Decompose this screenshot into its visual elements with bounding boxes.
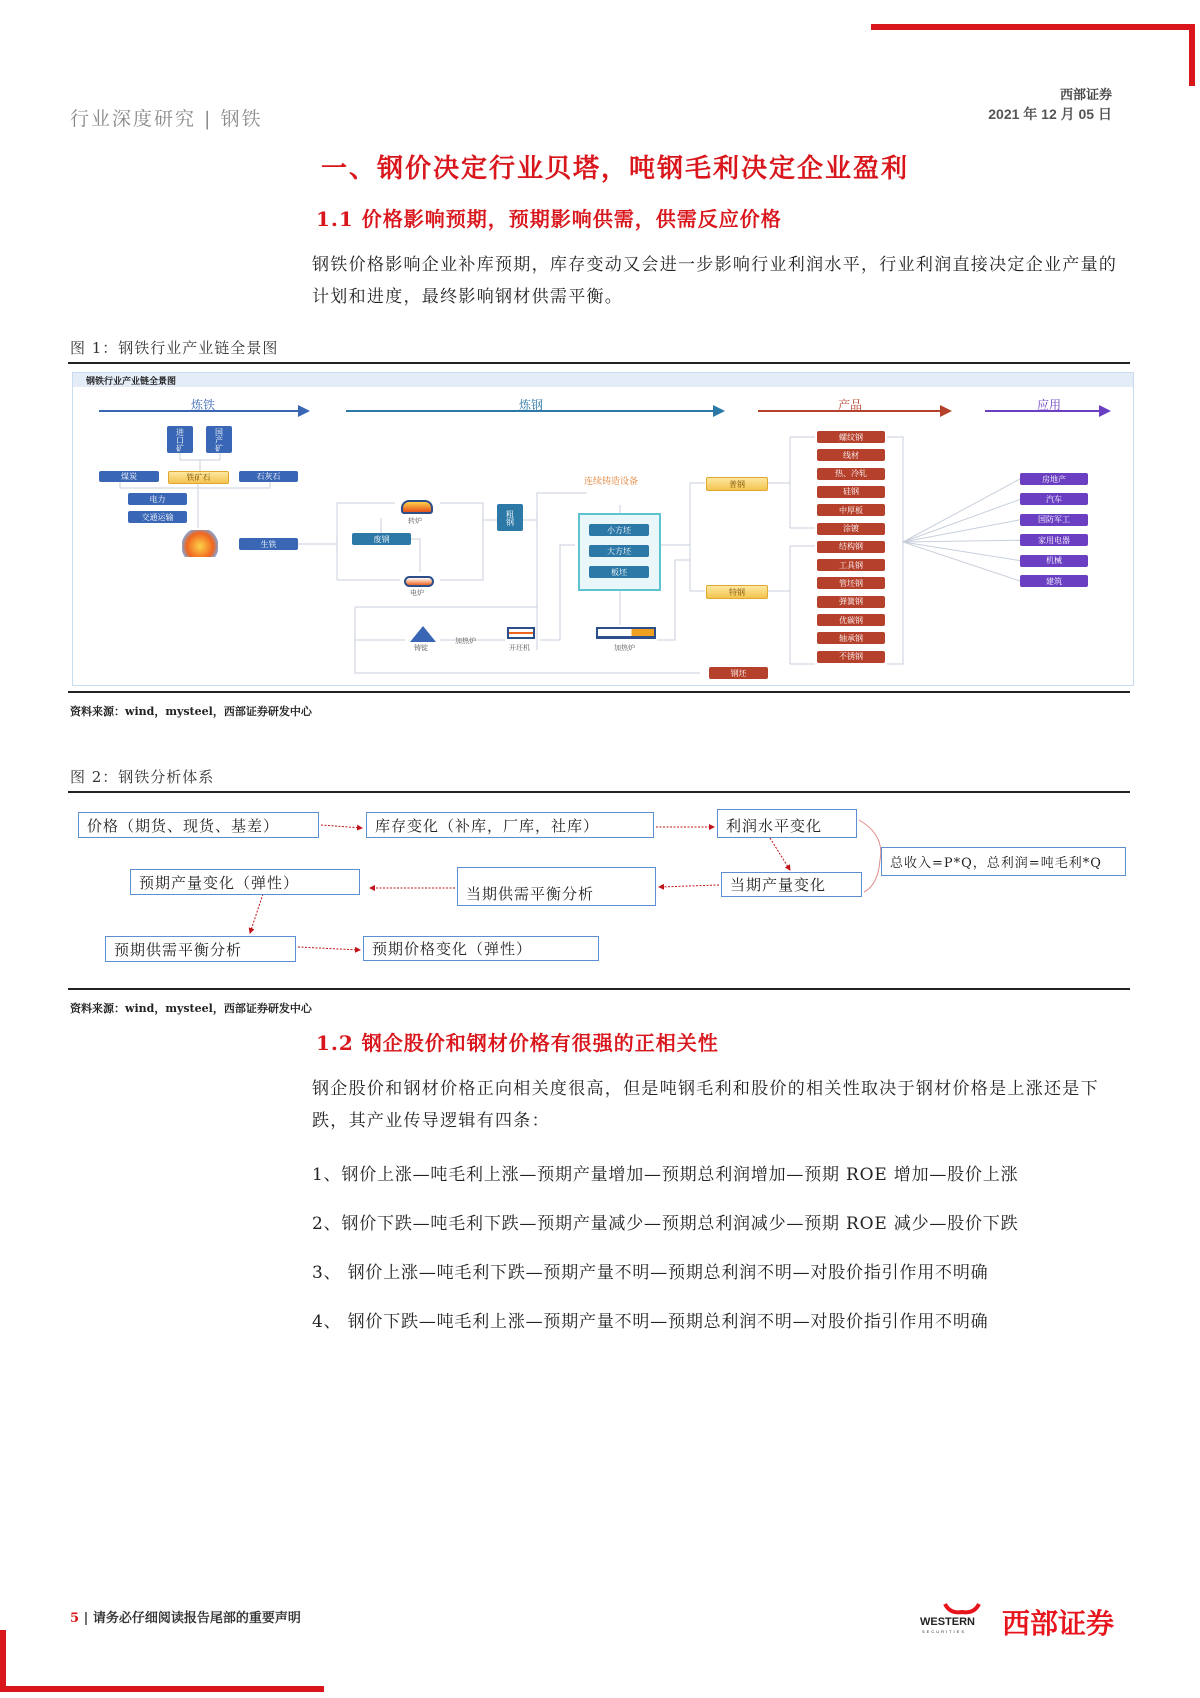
ccm-label: 连续铸造设备 (584, 477, 639, 487)
product-0: 螺纹钢 (817, 431, 885, 443)
report-category: 行业深度研究 | 钢铁 (70, 108, 263, 130)
flow-expected-price: 预期价格变化（弹性） (363, 936, 599, 961)
product-11: 轴承钢 (817, 632, 885, 644)
figure-2-source: 资料来源：wind，mysteel，西部证券研发中心 (70, 1002, 312, 1015)
flow-expected-balance: 预期供需平衡分析 (105, 936, 296, 962)
paragraph-2: 钢企股价和钢材价格正向相关度很高，但是吨钢毛利和股价的相关性取决于钢材价格是上涨还是下跌，其产业传导逻辑有四条： (312, 1079, 1099, 1131)
section-title: 一、钢价决定行业贝塔，吨钢毛利决定企业盈利 (321, 154, 910, 184)
product-2: 热、冷轧 (817, 468, 885, 480)
node-iron-ore: 铁矿石 (168, 471, 229, 484)
figure-1-title: 图 1：钢铁行业产业链全景图 (70, 339, 279, 357)
node-pig-iron: 生铁 (239, 538, 298, 550)
application-2: 国防军工 (1020, 514, 1088, 526)
flow-formula: 总收入=P*Q，总利润=吨毛利*Q (881, 847, 1126, 876)
application-1: 汽车 (1020, 493, 1088, 505)
blooming-mill-icon (507, 627, 535, 639)
figure-2-title: 图 2：钢铁分析体系 (70, 768, 215, 786)
node-domestic-ore: 国产矿 (206, 426, 232, 453)
footer-separator: | (83, 1611, 93, 1626)
node-bloom: 大方坯 (589, 545, 649, 557)
node-transport: 交通运输 (128, 511, 187, 523)
product-10: 优碳钢 (817, 614, 885, 626)
page-number: 5 (70, 1611, 80, 1626)
reheat-furnace-1-label: 加热炉 (455, 637, 476, 645)
node-billet: 钢坯 (709, 667, 768, 679)
header-brand: 西部证券 (1059, 88, 1112, 103)
reheat-furnace-2-label: 加热炉 (614, 644, 635, 652)
logo-english-sub: SECURITIES (922, 1629, 967, 1634)
flow-profit: 利润水平变化 (717, 809, 857, 838)
stage-iron: 炼铁 (190, 398, 216, 412)
electric-furnace-label: 电炉 (410, 589, 424, 597)
electric-furnace-icon (404, 576, 434, 587)
application-3: 家用电器 (1020, 534, 1088, 546)
paragraph-1: 钢铁价格影响企业补库预期，库存变动又会进一步影响行业利润水平，行业利润直接决定企业产量的计划和进度，最终影响钢材供需平衡。 (312, 255, 1118, 307)
node-common-steel: 普钢 (706, 477, 768, 491)
footer-disclaimer: 请务必仔细阅读报告尾部的重要声明 (92, 1611, 301, 1626)
product-7: 工具钢 (817, 559, 885, 571)
flow-inventory: 库存变化（补库，厂库，社库） (366, 812, 654, 838)
bull-horns-icon (942, 1602, 982, 1616)
fan-line-1 (903, 499, 1020, 542)
figure-1-connectors (0, 0, 1200, 700)
blast-furnace-icon (182, 530, 218, 557)
bottom-left-corner-bar-vertical (0, 1630, 6, 1692)
fan-line-3 (903, 540, 1020, 542)
application-5: 建筑 (1020, 575, 1088, 587)
product-3: 硅钢 (817, 486, 885, 498)
footer-notice (70, 1607, 301, 1626)
application-4: 机械 (1020, 555, 1088, 567)
node-special-steel: 特钢 (706, 585, 768, 599)
figure-1-bottom-rule (68, 691, 1130, 693)
node-crude-steel: 粗钢 (497, 504, 523, 531)
fan-line-4 (903, 542, 1020, 561)
logic-item-2: 2、钢价下跌—吨毛利下跌—预期产量减少—预期总利润减少—预期 ROE 减少—股价下跌 (312, 1214, 1019, 1234)
blooming-mill-label: 开坯机 (509, 644, 530, 652)
ingot-label: 铸锭 (414, 644, 428, 652)
fan-line-5 (903, 542, 1020, 581)
product-6: 结构钢 (817, 541, 885, 553)
flow-price: 价格（期货、现货、基差） (78, 812, 319, 838)
stage-product: 产品 (837, 398, 863, 412)
product-1: 线材 (817, 449, 885, 461)
subsection-title-1-1: 1.1 价格影响预期，预期影响供需，供需反应价格 (316, 207, 782, 231)
flow-current-output: 当期产量变化 (721, 872, 862, 897)
node-coal: 煤炭 (99, 471, 159, 482)
product-8: 管坯钢 (817, 577, 885, 589)
fan-line-0 (903, 479, 1020, 542)
application-0: 房地产 (1020, 473, 1088, 485)
logic-item-3: 3、 钢价上涨—吨毛利下跌—预期产量不明—预期总利润不明—对股价指引作用不明确 (312, 1263, 989, 1283)
flow-current-balance: 当期供需平衡分析 (457, 867, 656, 906)
subsection-title-1-2: 1.2 钢企股价和钢材价格有很强的正相关性 (316, 1031, 719, 1055)
converter-label: 转炉 (408, 517, 422, 525)
node-small-billet: 小方坯 (589, 524, 649, 536)
figure-2-bottom-rule (68, 988, 1130, 990)
ingot-icon (410, 626, 436, 642)
converter-icon (401, 500, 433, 514)
product-12: 不锈钢 (817, 651, 885, 663)
fan-line-2 (903, 520, 1020, 542)
stage-application: 应用 (1036, 398, 1062, 412)
company-logo (920, 1600, 1130, 1640)
node-limestone: 石灰石 (239, 471, 298, 482)
report-date: 2021 年 12 月 05 日 (988, 106, 1112, 122)
figure-1-source: 资料来源：wind，mysteel，西部证券研发中心 (70, 705, 312, 718)
logo-chinese: 西部证券 (1002, 1607, 1115, 1640)
reheat-furnace-icon (596, 627, 656, 639)
product-4: 中厚板 (817, 504, 885, 516)
stage-steel: 炼钢 (518, 398, 544, 412)
node-import-ore: 进口矿 (167, 426, 193, 453)
product-9: 弹簧钢 (817, 596, 885, 608)
flow-expected-output: 预期产量变化（弹性） (130, 869, 360, 895)
node-scrap: 废钢 (352, 533, 411, 545)
logic-item-4: 4、 钢价下跌—吨毛利上涨—预期产量不明—预期总利润不明—对股价指引作用不明确 (312, 1312, 989, 1332)
logic-item-1: 1、钢价上涨—吨毛利上涨—预期产量增加—预期总利润增加—预期 ROE 增加—股价上涨 (312, 1165, 1019, 1185)
node-power: 电力 (128, 493, 187, 505)
node-slab: 板坯 (589, 566, 649, 578)
bottom-left-corner-bar (0, 1686, 324, 1692)
product-5: 涂镀 (817, 523, 885, 535)
figure-1-header: 钢铁行业产业链全景图 (86, 377, 177, 387)
logo-english: WESTERN (920, 1616, 975, 1628)
